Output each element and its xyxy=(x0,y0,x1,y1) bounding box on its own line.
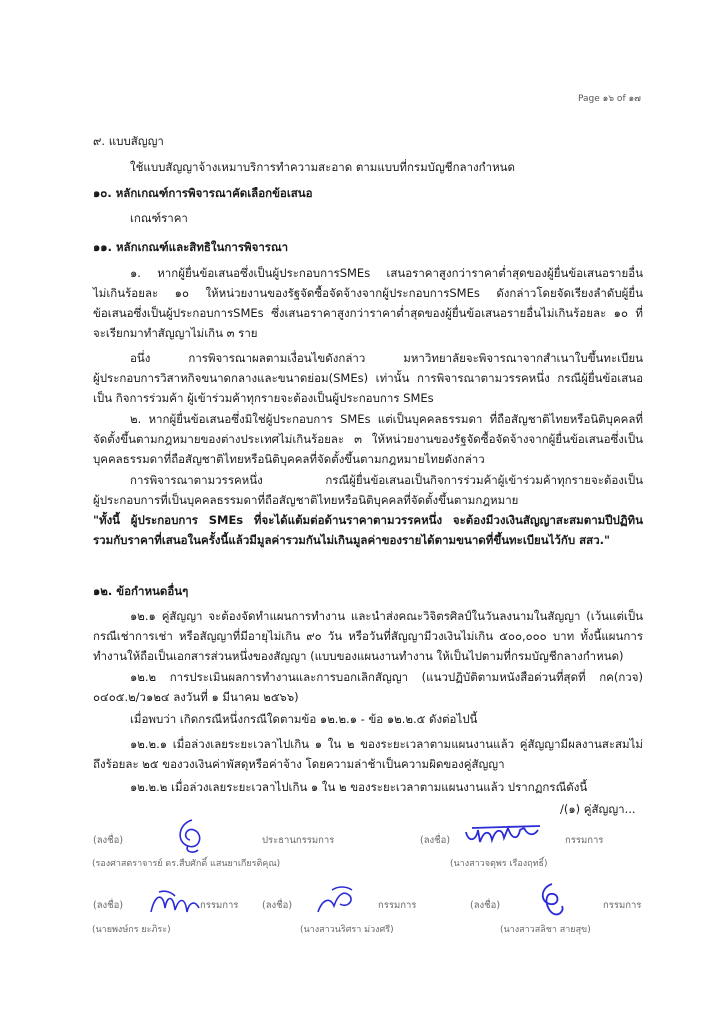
s12-p4-line1: ๑๒.๒.๑ เมื่อล่วงเลยระยะเวลาไปเกิน ๑ ใน ๒ ของระยะเวลาตามแผนงานแล้ว คู่สัญญามีผลงานสะสมไม่ xyxy=(130,737,643,751)
m3-role: กรรมการ xyxy=(378,900,417,911)
continued-marker: /(๑) คู่สัญญา... xyxy=(560,802,636,816)
m2-sign-label: (ลงชื่อ) xyxy=(93,900,124,911)
s11-p3-line3: บุคคลธรรมดาที่ถือสัญชาติไทยหรือนิติบุคคลที่จัดตั้งขึ้นตามกฎหมายไทยดังกล่าว xyxy=(93,452,485,466)
chair-name: (รองศาสตราจารย์ ดร.สืบศักดิ์ แสนยาเกียรติคุณ) xyxy=(92,859,281,869)
s12-p1-line2: กรณีเช่าการเช่า หรือสัญญาที่มีอายุไม่เกิน ๙๐ วัน หรือวันที่สัญญามีวงเงินไม่เกิน ๕๐๐,๐๐๐ บาท ทั้งนี้แผนการ xyxy=(93,629,643,643)
s12-p3: เมื่อพบว่า เกิดกรณีหนึ่งกรณีใดตามข้อ ๑๒.๒.๑ - ข้อ ๑๒.๒.๕ ดังต่อไปนี้ xyxy=(130,712,478,726)
section-10-text: เกณฑ์ราคา xyxy=(130,211,188,225)
s12-p2-line2: ๐๔๐๕.๒/ว๑๒๔ ลงวันที่ ๑ มีนาคม ๒๕๖๖) xyxy=(93,690,299,704)
m2-role: กรรมการ xyxy=(200,900,239,911)
s11-p1-line1: ๑. หากผู้ยื่นข้อเสนอซึ่งเป็นผู้ประกอบการSMEs เสนอราคาสูงกว่าราคาต่ำสุดของผู้ยื่นข้อเสนอรายอื่น xyxy=(130,266,643,280)
s11-p4-line1: การพิจารณาตามวรรคหนึ่ง กรณีผู้ยื่นข้อเสนอเป็นกิจการร่วมค้าผู้เข้าร่วมค้าทุกรายจะต้องเป็น xyxy=(130,473,643,487)
m2-name: (นายพงษ์กร ยะภิระ) xyxy=(92,925,171,935)
m4-name: (นางสาวสลิชา สายสุข) xyxy=(500,925,591,935)
m2-signature xyxy=(145,886,205,922)
s12-p4-line2: ถึงร้อยละ ๒๕ ของวงเงินค่าพัสดุหรือค่าจ้าง โดยความล่าช้าเป็นความผิดของคู่สัญญา xyxy=(93,757,505,771)
section-9-text: ใช้แบบสัญญาจ้างเหมาบริการทำความสะอาด ตามแบบที่กรมบัญชีกลางกำหนด xyxy=(130,160,515,174)
section-9-heading: ๙. แบบสัญญา xyxy=(93,134,164,148)
section-10-heading: ๑๐. หลักเกณฑ์การพิจารณาคัดเลือกข้อเสนอ xyxy=(93,186,313,200)
m3-sign-label: (ลงชื่อ) xyxy=(262,900,293,911)
s12-p1-line3: ทำงานให้ถือเป็นเอกสารส่วนหนึ่งของสัญญา (แบบของแผนงานทำงาน ให้เป็นไปตามที่กรมบัญชีกลางกำหนด) xyxy=(93,649,624,663)
m1-name: (นางสาวจตุพร เรืองฤทธิ์) xyxy=(450,859,548,869)
m3-name: (นางสาวนริศรา ม่วงศรี) xyxy=(300,925,394,935)
m4-sign-label: (ลงชื่อ) xyxy=(470,900,501,911)
s12-p2-line1: ๑๒.๒ การประเมินผลการทำงานและการบอกเลิกสัญญา (แนวปฏิบัติตามหนังสือด่วนที่สุดที่ กค(กวจ) xyxy=(130,670,643,684)
s11-p2-line1: อนึ่ง การพิจารณาผลตามเงื่อนไขดังกล่าว มหาวิทยาลัยจะพิจารณาจากสำเนาใบขึ้นทะเบียน xyxy=(130,351,643,365)
chair-role: ประธานกรรมการ xyxy=(262,835,335,846)
smes-note-line1: "ทั้งนี้ ผู้ประกอบการ SMEs ที่จะได้แต้มต่อด้านราคาตามวรรคหนึ่ง จะต้องมีวงเงินสัญญาสะสมตามปีปฏิทิน xyxy=(93,513,643,527)
s11-p1-line2: ไม่เกินร้อยละ ๑๐ ให้หน่วยงานของรัฐจัดซื้อจัดจ้างจากผู้ประกอบการSMEs ดังกล่าวโดยจัดเรียงลำดับผู้ยื่น xyxy=(93,286,643,300)
m1-signature xyxy=(462,822,550,850)
s11-p1-line3: ข้อเสนอซึ่งเป็นผู้ประกอบการSMEs ซึ่งเสนอราคาสูงกว่าราคาต่ำสุดของผู้ยื่นข้อเสนอรายอื่นไม่เกินร้อยละ ๑๐ ที่ xyxy=(93,306,643,320)
m1-sign-label: (ลงชื่อ) xyxy=(420,835,451,846)
section-11-heading: ๑๑. หลักเกณฑ์และสิทธิในการพิจารณา xyxy=(93,240,289,254)
s12-p5: ๑๒.๒.๒ เมื่อล่วงเลยระยะเวลาไปเกิน ๑ ใน ๒ ของระยะเวลาตามแผนงานแล้ว ปรากฏกรณีดังนี้ xyxy=(130,780,588,794)
s11-p3-line2: จัดตั้งขึ้นตามกฎหมายของต่างประเทศไม่เกินร้อยละ ๓ ให้หน่วยงานของรัฐจัดซื้อจัดจ้างจากผู้ยื่นข้อเสนอซึ่งเป็น xyxy=(93,432,643,446)
m1-role: กรรมการ xyxy=(565,835,604,846)
chair-sign-label: (ลงชื่อ) xyxy=(93,835,124,846)
m3-signature xyxy=(312,882,358,918)
page-number: Page ๑๖ of ๑๗ xyxy=(578,94,641,104)
section-12-heading: ๑๒. ข้อกำหนดอื่นๆ xyxy=(93,584,189,598)
m4-role: กรรมการ xyxy=(603,900,642,911)
smes-note-line2: รวมกับราคาที่เสนอในครั้งนี้แล้วมีมูลค่ารวมกันไม่เกินมูลค่าของรายได้ตามขนาดที่ขึ้นทะเบียนไว้กับ สสว." xyxy=(93,533,611,547)
s11-p1-line4: จะเรียกมาทำสัญญาไม่เกิน ๓ ราย xyxy=(93,326,258,340)
m4-signature xyxy=(530,880,570,920)
s11-p2-line2: ผู้ประกอบการวิสาหกิจขนาดกลางและขนาดย่อม(SMEs) เท่านั้น การพิจารณาตามวรรคหนึ่ง กรณีผู้ยื่นข้อเสนอ xyxy=(93,371,643,385)
s11-p3-line1: ๒. หากผู้ยื่นข้อเสนอซึ่งมิใช่ผู้ประกอบการ SMEs แต่เป็นบุคคลธรรมดา ที่ถือสัญชาติไทยหรือนิติบุคคลที่ xyxy=(130,412,643,426)
s12-p1-line1: ๑๒.๑ คู่สัญญา จะต้องจัดทำแผนการทำงาน และนำส่งคณะวิจิตรศิลป์ในวันลงนามในสัญญา (เว้นแต่เป็น xyxy=(130,609,643,623)
chair-signature xyxy=(168,816,212,856)
s11-p2-line3: เป็น กิจการร่วมค้า ผู้เข้าร่วมค้าทุกรายจะต้องเป็นผู้ประกอบการ SMEs xyxy=(93,391,434,405)
s11-p4-line2: ผู้ประกอบการที่เป็นบุคคลธรรมดาที่ถือสัญชาติไทยหรือนิติบุคคลที่จัดตั้งขึ้นตามกฎหมาย xyxy=(93,493,519,507)
